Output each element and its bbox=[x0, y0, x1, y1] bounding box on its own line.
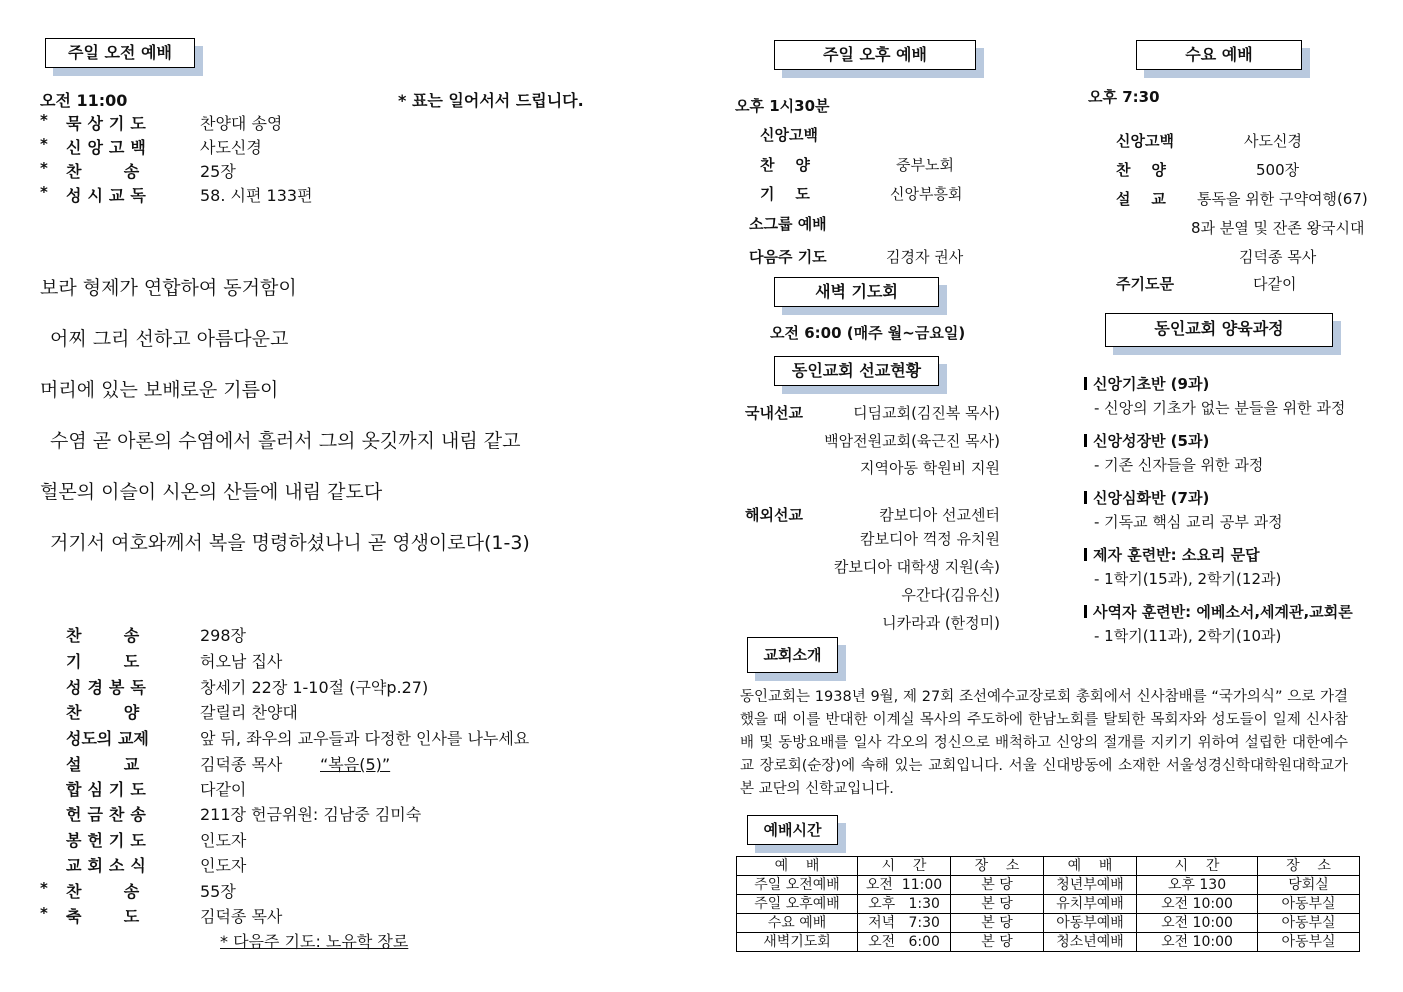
order-value: 허오남 집사 bbox=[200, 652, 283, 671]
table-cell: 오후 130 bbox=[1137, 876, 1258, 895]
order-value: 창세기 22장 1-10절 (구약p.27) bbox=[200, 678, 429, 697]
table-cell: 당회실 bbox=[1258, 876, 1360, 895]
order-name: 성시교독 bbox=[66, 186, 152, 205]
course-label: 사역자 훈련반: 에베소서,세계관,교회론 bbox=[1093, 603, 1353, 621]
order-name: 다음주 기도 bbox=[749, 248, 827, 266]
order-value: 인도자 bbox=[200, 831, 247, 850]
course-desc: - 기독교 핵심 교리 공부 과정 bbox=[1094, 513, 1283, 531]
order-name: 성경봉독 bbox=[66, 678, 152, 697]
order-value: 58. 시편 133편 bbox=[200, 186, 313, 205]
domestic-mission-label: 국내선교 bbox=[745, 404, 803, 422]
table-cell: 본 당 bbox=[951, 895, 1044, 914]
order-name: 소그룹 예배 bbox=[749, 215, 827, 233]
course-desc: - 1학기(11과), 2학기(10과) bbox=[1094, 627, 1282, 645]
table-cell: 본 당 bbox=[951, 914, 1044, 933]
order-value: 사도신경 bbox=[200, 138, 262, 157]
table-cell: 오전 10:00 bbox=[1137, 933, 1258, 952]
bullet-icon bbox=[1084, 605, 1087, 618]
course-label: 신앙성장반 (5과) bbox=[1093, 432, 1210, 450]
course-name bbox=[1084, 373, 1209, 394]
mission-item: 캄보디아 선교센터 bbox=[879, 506, 1000, 524]
order-value: 25장 bbox=[200, 162, 236, 181]
order-name: 설 교 bbox=[1116, 190, 1166, 208]
mission-item: 캄보디아 대학생 지원(속) bbox=[833, 558, 1000, 576]
order-name: 묵상기도 bbox=[66, 114, 152, 133]
table-cell: 새벽기도회 bbox=[737, 933, 858, 952]
header-cell: 예 배 bbox=[737, 857, 858, 876]
order-name: 신앙고백 bbox=[760, 126, 818, 144]
bullet-icon bbox=[1084, 491, 1087, 504]
order-value: 다같이 bbox=[200, 780, 247, 799]
table-row bbox=[737, 876, 1360, 895]
table-cell: 아동부예배 bbox=[1044, 914, 1137, 933]
mission-item: 캄보디아 꺽정 유치원 bbox=[860, 530, 1000, 548]
verse-line: 어찌 그리 선하고 아름다운고 bbox=[50, 328, 289, 350]
table-cell: 오전 10:00 bbox=[1137, 914, 1258, 933]
course-name bbox=[1084, 544, 1260, 565]
mission-item: 니카라과 (한정미) bbox=[882, 614, 1000, 632]
course-desc: - 신앙의 기초가 없는 분들을 위한 과정 bbox=[1094, 399, 1346, 417]
course-name bbox=[1084, 487, 1209, 508]
order-mark: * bbox=[40, 879, 48, 897]
bullet-icon bbox=[1084, 377, 1087, 390]
order-value: 다같이 bbox=[1253, 275, 1297, 293]
order-name: 축 도 bbox=[66, 907, 144, 926]
church-intro-text: 동인교회는 1938년 9월, 제 27회 조선예수교장로회 총회에서 신사참배를 “국가의식” 으로 가결했을 때 이를 반대한 이계실 목사의 주도하에 한남노회를 탈퇴한 목회자와 성도들이 일제 신사참배 및 동방요배를 일사 각오의 정신으로 배척하고 신앙의 절개를 지키기 위하여 설립한 대한예수교 장로회(순장)에 속해 있는 교회입니다. 서울 신대방동에 소재한 서울성경신학대학원대학교가 본 교단의 신학교입니다. bbox=[740, 689, 1348, 797]
sermon-title: “복음(5)” bbox=[320, 755, 391, 774]
table-cell: 오전 11:00 bbox=[858, 876, 951, 895]
table-cell: 아동부실 bbox=[1258, 933, 1360, 952]
course-label: 신앙심화반 (7과) bbox=[1093, 489, 1210, 507]
course-desc: - 1학기(15과), 2학기(12과) bbox=[1094, 570, 1282, 588]
order-name: 기 도 bbox=[66, 652, 144, 671]
order-value: 통독을 위한 구약여행(67) bbox=[1197, 190, 1368, 208]
sermon-line2: 8과 분열 및 잔존 왕국시대 bbox=[1191, 219, 1365, 237]
table-cell: 본 당 bbox=[951, 933, 1044, 952]
bullet-icon bbox=[1084, 548, 1087, 561]
table-row bbox=[737, 914, 1360, 933]
order-value: 김덕종 목사 bbox=[200, 907, 283, 926]
wednesday-service-title: 수요 예배 bbox=[1136, 40, 1302, 70]
order-name: 헌금찬송 bbox=[66, 805, 152, 824]
next-week-prayer: * 다음주 기도: 노유학 장로 bbox=[220, 932, 409, 951]
afternoon-time: 오후 1시30분 bbox=[735, 97, 830, 115]
order-value: 찬양대 송영 bbox=[200, 114, 283, 133]
standing-note: * 표는 일어서서 드립니다. bbox=[398, 91, 584, 110]
table-cell: 저녁 7:30 bbox=[858, 914, 951, 933]
order-name: 설 교 bbox=[66, 755, 144, 774]
dawn-prayer-time: 오전 6:00 (매주 월~금요일) bbox=[770, 324, 966, 342]
header-cell: 시 간 bbox=[858, 857, 951, 876]
course-desc: - 기존 신자들을 위한 과정 bbox=[1094, 456, 1264, 474]
order-value: 298장 bbox=[200, 626, 246, 645]
verse-line: 거기서 여호와께서 복을 명령하셨나니 곧 영생이로다(1-3) bbox=[50, 532, 530, 554]
order-name: 신앙고백 bbox=[66, 138, 152, 157]
order-mark: * bbox=[40, 135, 48, 153]
order-value: 중부노회 bbox=[896, 156, 954, 174]
course-label: 신앙기초반 (9과) bbox=[1093, 375, 1210, 393]
schedule-table bbox=[736, 856, 1360, 952]
bullet-icon bbox=[1084, 434, 1087, 447]
order-value: 211장 헌금위원: 김남중 김미숙 bbox=[200, 805, 422, 824]
schedule-title: 예배시간 bbox=[747, 815, 838, 845]
order-name: 신앙고백 bbox=[1116, 132, 1174, 150]
order-name: 찬 송 bbox=[66, 162, 144, 181]
order-name: 기 도 bbox=[760, 185, 810, 203]
mission-item: 디딤교회(김진복 목사) bbox=[853, 404, 1000, 422]
header-cell: 예 배 bbox=[1044, 857, 1137, 876]
order-name: 주기도문 bbox=[1116, 275, 1174, 293]
course-name bbox=[1084, 601, 1353, 622]
table-cell: 오전 6:00 bbox=[858, 933, 951, 952]
order-value: 갈릴리 찬양대 bbox=[200, 703, 298, 722]
order-name: 성도의 교제 bbox=[66, 729, 149, 748]
table-row bbox=[737, 933, 1360, 952]
order-name: 합심기도 bbox=[66, 780, 152, 799]
order-value: 인도자 bbox=[200, 856, 247, 875]
morning-service-title: 주일 오전 예배 bbox=[45, 38, 195, 68]
order-name: 교회소식 bbox=[66, 856, 152, 875]
order-mark: * bbox=[40, 904, 48, 922]
header-cell: 장 소 bbox=[951, 857, 1044, 876]
table-cell: 아동부실 bbox=[1258, 914, 1360, 933]
mission-item: 우간다(김유신) bbox=[901, 586, 1000, 604]
preacher: 김덕종 목사 bbox=[1239, 248, 1317, 266]
verse-line: 헐몬의 이슬이 시온의 산들에 내림 같도다 bbox=[40, 481, 383, 503]
course-name bbox=[1084, 430, 1209, 451]
verse-line: 머리에 있는 보배로운 기름이 bbox=[40, 379, 279, 401]
table-cell: 오후 1:30 bbox=[858, 895, 951, 914]
order-name: 봉헌기도 bbox=[66, 831, 152, 850]
table-cell: 오전 10:00 bbox=[1137, 895, 1258, 914]
table-cell: 유치부예배 bbox=[1044, 895, 1137, 914]
table-cell: 아동부실 bbox=[1258, 895, 1360, 914]
order-name: 찬 양 bbox=[1116, 161, 1166, 179]
order-name: 찬 양 bbox=[760, 156, 810, 174]
morning-time: 오전 11:00 bbox=[40, 91, 128, 110]
course-label: 제자 훈련반: 소요리 문답 bbox=[1093, 546, 1260, 564]
order-mark: * bbox=[40, 159, 48, 177]
order-value: 55장 bbox=[200, 882, 236, 901]
church-intro-title: 교회소개 bbox=[747, 637, 838, 673]
table-row bbox=[737, 895, 1360, 914]
mission-item: 백암전원교회(육근진 목사) bbox=[824, 432, 1000, 450]
wednesday-time: 오후 7:30 bbox=[1088, 88, 1160, 106]
mission-item: 지역아동 학원비 지원 bbox=[860, 459, 1000, 477]
order-value: 사도신경 bbox=[1244, 132, 1302, 150]
verse-line: 수염 곧 아론의 수염에서 흘러서 그의 옷깃까지 내림 같고 bbox=[50, 430, 521, 452]
order-value: 김경자 권사 bbox=[886, 248, 964, 266]
mission-title: 동인교회 선교현황 bbox=[774, 356, 939, 386]
table-header-row bbox=[737, 857, 1360, 876]
order-value: 김덕종 목사 bbox=[200, 755, 283, 774]
header-cell: 장 소 bbox=[1258, 857, 1360, 876]
table-cell: 주일 오전예배 bbox=[737, 876, 858, 895]
table-cell: 수요 예배 bbox=[737, 914, 858, 933]
table-cell: 청년부예배 bbox=[1044, 876, 1137, 895]
header-cell: 시 간 bbox=[1137, 857, 1258, 876]
order-name: 찬 양 bbox=[66, 703, 144, 722]
table-cell: 청소년예배 bbox=[1044, 933, 1137, 952]
order-value: 신앙부흥회 bbox=[890, 185, 963, 203]
order-mark: * bbox=[40, 183, 48, 201]
order-name: 찬 송 bbox=[66, 882, 144, 901]
order-value: 앞 뒤, 좌우의 교우들과 다정한 인사를 나누세요 bbox=[200, 729, 530, 748]
order-value: 500장 bbox=[1256, 161, 1300, 179]
order-name: 찬 송 bbox=[66, 626, 144, 645]
table-cell: 주일 오후예배 bbox=[737, 895, 858, 914]
table-cell: 본 당 bbox=[951, 876, 1044, 895]
verse-line: 보라 형제가 연합하여 동거함이 bbox=[40, 277, 297, 299]
dawn-prayer-title: 새벽 기도회 bbox=[774, 277, 939, 307]
training-title: 동인교회 양육과정 bbox=[1105, 313, 1333, 347]
order-mark: * bbox=[40, 111, 48, 129]
overseas-mission-label: 해외선교 bbox=[745, 506, 803, 524]
afternoon-service-title: 주일 오후 예배 bbox=[774, 40, 976, 70]
